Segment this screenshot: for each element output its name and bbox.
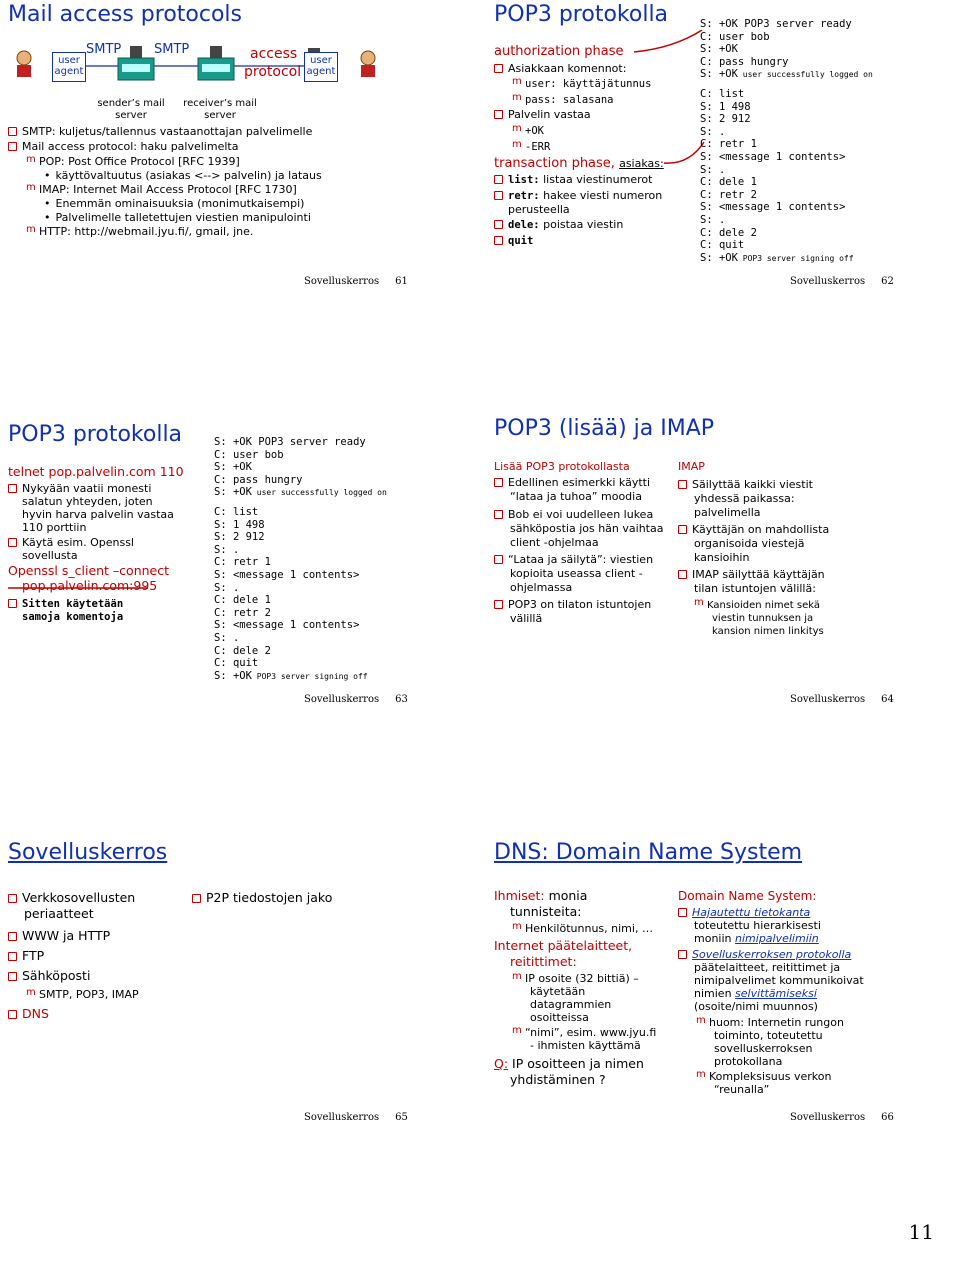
session-line: S: 2 912 [214,531,265,544]
slide-65 [8,840,408,1140]
user-agent-left-label: user agent [54,55,84,77]
session-line: C: dele 1 [700,176,757,189]
list-item: IMAP säilyttää käyttäjän [678,568,825,581]
telnet-command: telnet pop.palvelin.com 110 [8,464,184,479]
list-item: Bob ei voi uudelleen lukea [494,508,653,521]
list-item: protokollana [714,1055,783,1068]
session-line: S: +OK POP3 server signing off [214,669,368,682]
slide-footer: Sovelluskerros 66 [790,1112,894,1123]
session-line: C: dele 1 [214,594,271,607]
internet-hosts-heading: Internet päätelaitteet, [494,938,633,953]
list-item: toteutettu hierarkisesti [694,919,821,932]
slide-61 [8,0,408,300]
session-line: S: <message 1 contents> [214,568,360,581]
sender-server-label: sender’s mail server [97,98,165,121]
transaction-phase-heading: transaction phase, asiakas: [494,156,664,171]
session-line: S: <message 1 contents> [214,619,360,632]
list-item: sähköpostia jos hän vaihtaa [510,522,664,535]
session-line: S: +OK [214,461,252,474]
list-item: Asiakkaan komennot: [494,62,626,75]
session-line: S: +OK user successfully logged on [700,68,873,81]
question: Q: IP osoitteen ja nimen [494,1056,644,1071]
list-item: Hajautettu tietokanta [678,906,810,919]
session-line: C: dele 2 [700,226,757,239]
session-line: S: +OK POP3 server signing off [700,251,854,264]
session-line: S: +OK POP3 server ready [700,18,852,30]
humans-heading-cont: tunnisteita: [510,904,582,919]
pop3-session-transcript [700,18,873,265]
list-item: WWW ja HTTP [8,928,110,943]
list-item: mIMAP: Internet Mail Access Protocol [RFC 1730] [26,183,297,196]
slide-title: DNS: Domain Name System [494,840,803,865]
list-item: välillä [510,612,543,625]
slide-footer: Sovelluskerros 62 [790,276,894,287]
session-line: S: . [214,631,240,644]
smtp-label-2: SMTP [154,42,190,57]
list-item: Mail access protocol: haku palvelimelta [8,140,238,153]
slide-title: Sovelluskerros [8,840,168,865]
list-item: moniin nimipalvelimiin [694,932,819,945]
list-item: yhdessä paikassa: [694,492,795,505]
list-item: nimipalvelimet kommunikoivat [694,974,864,987]
slide-66 [494,840,914,1140]
list-item: dele: poistaa viestin [494,218,623,232]
list-item: samoja komentoja [22,611,124,623]
session-line: C: list [700,87,745,100]
session-line: S: +OK POP3 server ready [214,436,366,448]
list-item: sovelluskerroksen [714,1042,813,1055]
list-item: (osoite/nimi muunnos) [694,1000,818,1013]
list-item: osoitteissa [530,1011,589,1024]
list-item: DNS [8,1006,49,1021]
session-line: C: user bob [700,30,770,43]
list-item: perusteella [508,203,570,216]
slide-title: POP3 protokolla [8,422,183,447]
slide-title: POP3 (lisää) ja IMAP [494,416,715,441]
session-line: S: <message 1 contents> [700,201,846,214]
slide-62 [494,0,914,300]
list-item: Käyttäjän on mahdollista [678,523,829,536]
internet-hosts-heading-cont: reitittimet: [510,954,577,969]
list-item: “Lataa ja säilytä”: viestien [494,553,653,566]
list-item: palvelimella [694,506,761,519]
session-line: C: pass hungry [700,55,789,68]
slide-footer: Sovelluskerros 64 [790,694,894,705]
list-item: quit [494,234,533,248]
list-item: mPOP: Post Office Protocol [RFC 1939] [26,155,240,168]
slide-footer: Sovelluskerros 65 [304,1112,408,1123]
list-item: Sähköposti [8,968,90,983]
list-item: • Enemmän ominaisuuksia (monimutkaisempi) [44,197,305,210]
session-line: C: user bob [214,448,284,461]
session-line: S: . [700,213,726,226]
pop3-more-heading: Lisää POP3 protokollasta [494,460,630,473]
list-item: kansion nimen linkitys [712,626,824,637]
list-item: list: listaa viestinumerot [494,173,652,187]
list-item: m“nimi”, esim. www.jyu.fi [512,1026,656,1039]
list-item: “lataa ja tuhoa” moodia [510,490,642,503]
session-line: S: . [214,543,240,556]
session-line: C: retr 1 [214,556,271,569]
dns-heading: Domain Name System: [678,889,817,903]
list-item: päätelaitteet, reitittimet ja [694,961,841,974]
strike-arrow [8,583,148,593]
smtp-label-1: SMTP [86,42,122,57]
list-item: datagrammien [530,998,612,1011]
session-line: S: . [700,163,726,176]
slide-64 [494,416,914,720]
list-item: organisoida viestejä [694,537,805,550]
list-item: kansioihin [694,551,750,564]
session-line: S: <message 1 contents> [700,150,846,163]
session-line: S: +OK [700,43,738,56]
session-line: S: . [700,125,726,138]
session-line: S: 1 498 [700,100,751,113]
list-item: Säilyttää kaikki viestit [678,478,813,491]
slide-footer: Sovelluskerros 63 [304,694,408,705]
protocol-label: protocol [244,64,302,80]
slide-title: POP3 protokolla [494,2,669,27]
list-item: - ihmisten käyttämä [530,1039,641,1052]
receiver-server-label: receiver’s mail server [183,98,257,121]
list-item: toiminto, toteutettu [714,1029,823,1042]
openssl-command: Openssl s_client –connect [8,563,170,578]
list-item: SMTP: kuljetus/tallennus vastaanottajan palvelimelle [8,125,312,138]
list-item: POP3 on tilaton istuntojen [494,598,651,611]
session-line: S: 2 912 [700,113,751,126]
list-item: kopioita useassa client - [510,567,643,580]
list-item: 110 porttiin [22,521,87,534]
list-item: Palvelin vastaa [494,108,591,121]
list-item: • käyttövaltuutus (asiakas <--> palvelin) ja lataus [44,169,322,182]
list-item: P2P tiedostojen jako [192,890,332,905]
list-item: mIP osoite (32 bittiä) – [512,972,639,985]
list-item: Käytä esim. Openssl [8,536,134,549]
list-item: mSMTP, POP3, IMAP [26,988,139,1001]
imap-heading: IMAP [678,460,705,473]
session-line: C: list [214,505,259,518]
list-item: Sovelluskerroksen protokolla [678,948,851,961]
list-item: mHTTP: http://webmail.jyu.fi/, gmail, jne. [26,225,253,238]
list-item: viestin tunnuksen ja [712,613,814,624]
session-line: S: 1 498 [214,518,265,531]
list-item: m-ERR [512,140,550,154]
slide-63 [8,420,408,720]
list-item: käytetään [530,985,586,998]
list-item: FTP [8,948,44,963]
list-item: mpass: salasana [512,93,614,107]
session-line: C: pass hungry [214,473,303,486]
list-item: ohjelmassa [510,581,573,594]
session-line: C: dele 2 [214,644,271,657]
pop3-session-transcript [214,436,387,683]
list-item: sovellusta [22,549,78,562]
access-label: access [250,46,298,62]
session-line: C: quit [214,657,259,670]
auth-phase-heading: authorization phase [494,44,624,59]
list-item: periaatteet [24,906,94,921]
session-line: C: quit [700,239,745,252]
session-line: C: retr 2 [700,188,757,201]
list-item: m+OK [512,124,544,138]
list-item: Nykyään vaatii monesti [8,482,151,495]
openssl-command-host: pop.palvelin.com:995 [22,578,158,593]
list-item: muser: käyttäjätunnus [512,77,651,91]
list-item: Verkkosovellusten [8,890,135,905]
session-line: C: retr 1 [700,138,757,151]
list-item: “reunalla” [714,1083,770,1096]
list-item: Sitten käytetään [8,597,123,611]
list-item: mhuom: Internetin rungon [696,1016,844,1029]
user-agent-right-box [304,52,338,82]
user-agent-left-box [52,52,86,82]
slide-title: Mail access protocols [8,2,243,27]
list-item: • Palvelimelle talletettujen viestien manipulointi [44,211,311,224]
session-line: C: retr 2 [214,606,271,619]
list-item: mHenkilötunnus, nimi, … [512,922,653,935]
list-item: nimien selvittämiseksi [694,987,817,1000]
slide-footer: Sovelluskerros 61 [304,276,408,287]
question-cont: yhdistäminen ? [510,1072,606,1087]
list-item: mKompleksisuus verkon [696,1070,831,1083]
list-item: Edellinen esimerkki käytti [494,476,650,489]
list-item: tilan istuntojen välillä: [694,582,816,595]
list-item: client -ohjelmaa [510,536,599,549]
humans-heading: Ihmiset: monia [494,888,588,903]
user-agent-right-label: user agent [306,55,336,77]
session-line: S: . [214,581,240,594]
list-item: retr: hakee viesti numeron [494,189,662,203]
list-item: salatun yhteyden, joten [22,495,153,508]
page-number: 11 [908,1220,934,1244]
session-line: S: +OK user successfully logged on [214,486,387,499]
list-item: hyvin harva palvelin vastaa [22,508,174,521]
list-item: mKansioiden nimet sekä [694,599,820,612]
